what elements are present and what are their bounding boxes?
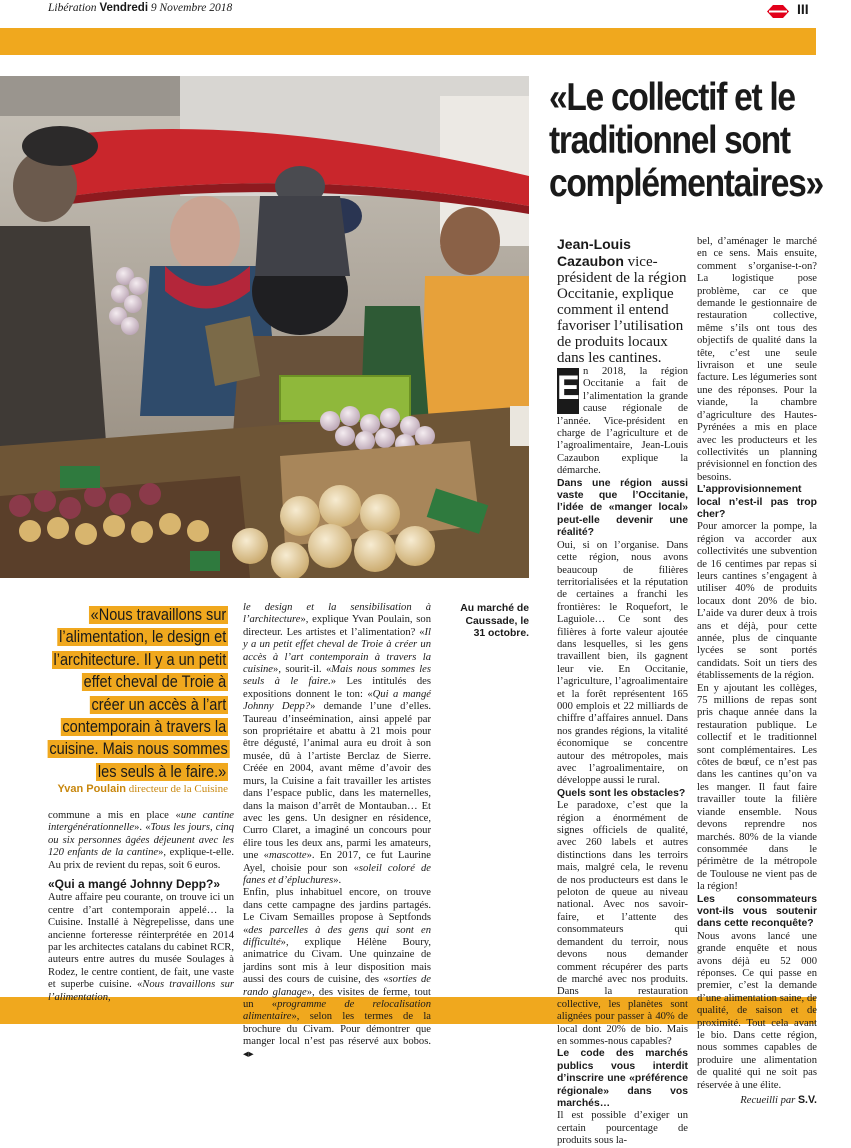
interview-question: Les consommateurs vont-ils vous soutenir dans cette reconquête? bbox=[697, 893, 817, 930]
header-date: 9 Novembre 2018 bbox=[150, 2, 233, 14]
photo-caption: Au marché de Caussade, le 31 octobre. bbox=[460, 603, 529, 639]
pull-quote-text: «Nous travaillons sur l’alimentation, le design et l’architecture. Il y a un petit effet cheval de Troie à créer un accès à l’art contemporain à travers la cuisine. Mais nous sommes les seuls à le faire.» bbox=[49, 606, 228, 781]
article-column-left bbox=[48, 810, 234, 1004]
interview-column-2 bbox=[697, 236, 817, 1107]
interview-question: Le code des marchés publics vous interdit d’inscrire une «préférence régionale» dans vos marchés… bbox=[557, 1048, 688, 1109]
standfirst-text: vice-président de la région Occitanie, explique comment il entend favoriser l’utilisation de produits locaux dans les cantines. bbox=[557, 254, 687, 366]
publication-name: Libération bbox=[48, 2, 97, 14]
market-photo bbox=[0, 76, 529, 578]
interview-question: Dans une région aussi vaste que l’Occitanie, l’idée de «manger local» peut-elle devenir une réalité? bbox=[557, 477, 688, 539]
header-day: Vendredi bbox=[99, 2, 149, 14]
paragraph: commune a mis en place «une cantine intergénérationnelle». «Tous les jours, cinq ou six personnes âgées déjeunent avec les 120 enfants de la cantine», explique-t-elle. Au prix de revient du repas, soit 6 euros. bbox=[48, 810, 234, 871]
signoff: Recueilli par S.V. bbox=[740, 1094, 817, 1107]
liberation-logo-icon bbox=[767, 5, 789, 18]
paragraph: Enfin, plus inhabituel encore, on trouve dans cette campagne des jardins partagés. Le Civam Semailles propose à Septfonds «des parcelles à des gens qui sont en difficulté», explique Hélène Boury, animatrice du Civam. Une quinzaine de jardins sont mis à leur disposition mais aussi des cours de cuisine, des «sorties de rando glanage», des visites de ferme, tout un «programme de relocalisation alimentaire», selon les termes de la brochure du Civam. Pour démontrer que manger local n’est pas réservé aux bobos. ◂▸ bbox=[243, 887, 432, 1060]
paragraph: Autre affaire peu courante, on trouve ici un centre d’art contemporain appelé… la Cuisine. Installé à Nègrepelisse, dans une ancienne forteresse réinterprétée en 2014 par les architectes catalans du cabinet RCR, auteurs entre autres du musée Soulages à Rodez, le centre contient, de fait, une vaste et superbe cuisine. «Nous travaillons sur l’alimentation, bbox=[48, 892, 234, 1003]
subheading: «Qui a mangé Johnny Depp?» bbox=[48, 877, 221, 892]
top-color-band bbox=[0, 28, 816, 55]
interview-answer: Il est possible d’exiger un certain pourcentage de produits sous la- bbox=[557, 1110, 688, 1147]
interview-question: L’approvisionnement local n’est-il pas trop cher? bbox=[697, 484, 817, 520]
running-header bbox=[48, 2, 232, 14]
standfirst bbox=[557, 236, 695, 366]
article-column-middle bbox=[243, 602, 431, 1061]
headline: «Le collectif et le traditionnel sont complémentaires» bbox=[549, 76, 823, 205]
drop-cap: E bbox=[557, 368, 579, 414]
intro-paragraph: E n 2018, la région Occitanie a fait de l’alimentation la grande cause régionale de l’année. Vice-président en charge de l’agriculture et de l’agroalimentaire, Jean-Louis Cazaubon explique la démarche. bbox=[557, 366, 688, 477]
pull-quote bbox=[48, 604, 228, 783]
interview-answer: Oui, si on l’organise. Dans cette région, nous avons beaucoup de filières territorialisées et la réputation de certaines a franchi les frontières: le Roquefort, le Laguiole… Ce sont des filières à forte valeur ajoutée dans lesquelles, si les gens travaillent bien, ils gagnent leur vie. En Occitanie, l’agriculture, l’agroalimentaire et la forêt représentent 165 000 emplois et 22 milliards de chiffre d’affaires annuel. Dans nos grandes régions, la vitalité économique se concentre autour des métropoles, mais avec l’agroalimentaire, on développe aussi le rural. bbox=[557, 539, 688, 787]
interview-answer: En y ajoutant les collèges, 75 millions de repas sont pris chaque année dans la restauration publique. Le collectif et le traditionnel sont complémentaires. Les côtes de bœuf, ce n’est pas dans les cantines qu’on va les manger. Il faut faire travailler toute la filière viande ensemble. Nous devons reprendre nos marchés. 80% de la viande consommée dans le périmètre de la métropole de Toulouse ne vient pas de la région! bbox=[697, 682, 817, 893]
interview-answer: Le paradoxe, c’est que la région a énormément de signes officiels de qualité, avec 260 labels et autres distinctions dans les terroirs mais, malgré cela, le revenu de nos producteurs est dans le peloton de queue au niveau national. Avec nos savoir-faire, et l’attente des consommateurs qui demandent du terroir, nous devons nous demander comment récupérer des parts de marché avec nos produits. Dans la restauration collective, les planètes sont alignées pour passer à 40% de local dont 20% de bio. Mais en sommes-nous capables? bbox=[557, 800, 688, 1047]
page-number: III bbox=[797, 1, 809, 17]
interview-answer: Pour amorcer la pompe, la région va accorder aux collectivités une subvention de 16 centimes par repas si leurs cantines s’engagent à utiliser 40% de produits locaux dont 20% de bio. L’aide va durer deux à trois ans et déjà, pour cette année, plus de cinquante lycées se sont portés candidats. Soit un tiers des établissements de la région. bbox=[697, 521, 817, 682]
paragraph: le design et la sensibilisation à l’architecture», explique Yvan Poulain, son directeur. Les artistes et l’alimentation? «Il y a un petit effet cheval de Troie à créer un accès à l’art contemporain à travers la cuisine», sourit-il. «Mais nous sommes les seuls à le faire.» Les intitulés des expositions donnent le ton: «Qui a mangé Johnny Depp?» demande l’une d’elles. Taureau d’inseémination, ainsi appelé par son propriétaire et abattu à 21 mois pour être dégusté, l’animal aura eu droit à son musée, dû à l’artiste Berclaz de Sierre. Créée en 2004, avant même d’avoir des murs, la Cuisine a fait travailler les artistes dans l’espace public, dans les maternelles, dans la maison d’arrêt de Montauban… Et avec les gens. Un designer en résidence, Curro Claret, a imaginé un concours pour élire tous les deux ans, parmi les amateurs, une «mascotte». En 2017, ce fut Laurine Ayel, choisie pour son «soleil coloré de fanes et d’épluchures». bbox=[243, 602, 432, 886]
interview-answer: bel, d’aménager le marché en ce sens. Mais ensuite, comment s’organise-t-on? La logistique pose problème, car ce que demande le gestionnaire de restauration collective, même s’ils ont tous des objectifs de qualité dans la tête, c’est une seule livraison et une seule facture. Les légumeries sont une des réponses. Pour la viande, la chambre d’agriculture des Hautes-Pyrénées a mis en place avec les producteurs et les collectivités un planning prévisionnel en fonction des besoins. bbox=[697, 236, 817, 483]
interview-column-1 bbox=[557, 366, 688, 1148]
interview-question: Quels sont les obstacles? bbox=[557, 787, 686, 799]
interview-answer: Nous avons lancé une grande enquête et nous avons déjà eu 52 000 réponses. Ce qui passe en premier, c’est la demande d’une alimentation saine, de qualité, de saison et de proximité. Tout cela avant le bio. Dans cette région, nous sommes capables de produire une alimentation de qualité qui ne soit pas réservée à une élite. bbox=[697, 930, 817, 1091]
pull-quote-credit bbox=[48, 783, 228, 795]
pull-quote-role: directeur de la Cuisine bbox=[128, 783, 228, 795]
interviewee-name: Jean-Louis Cazaubon bbox=[557, 236, 631, 269]
pull-quote-author: Yvan Poulain bbox=[57, 783, 126, 795]
